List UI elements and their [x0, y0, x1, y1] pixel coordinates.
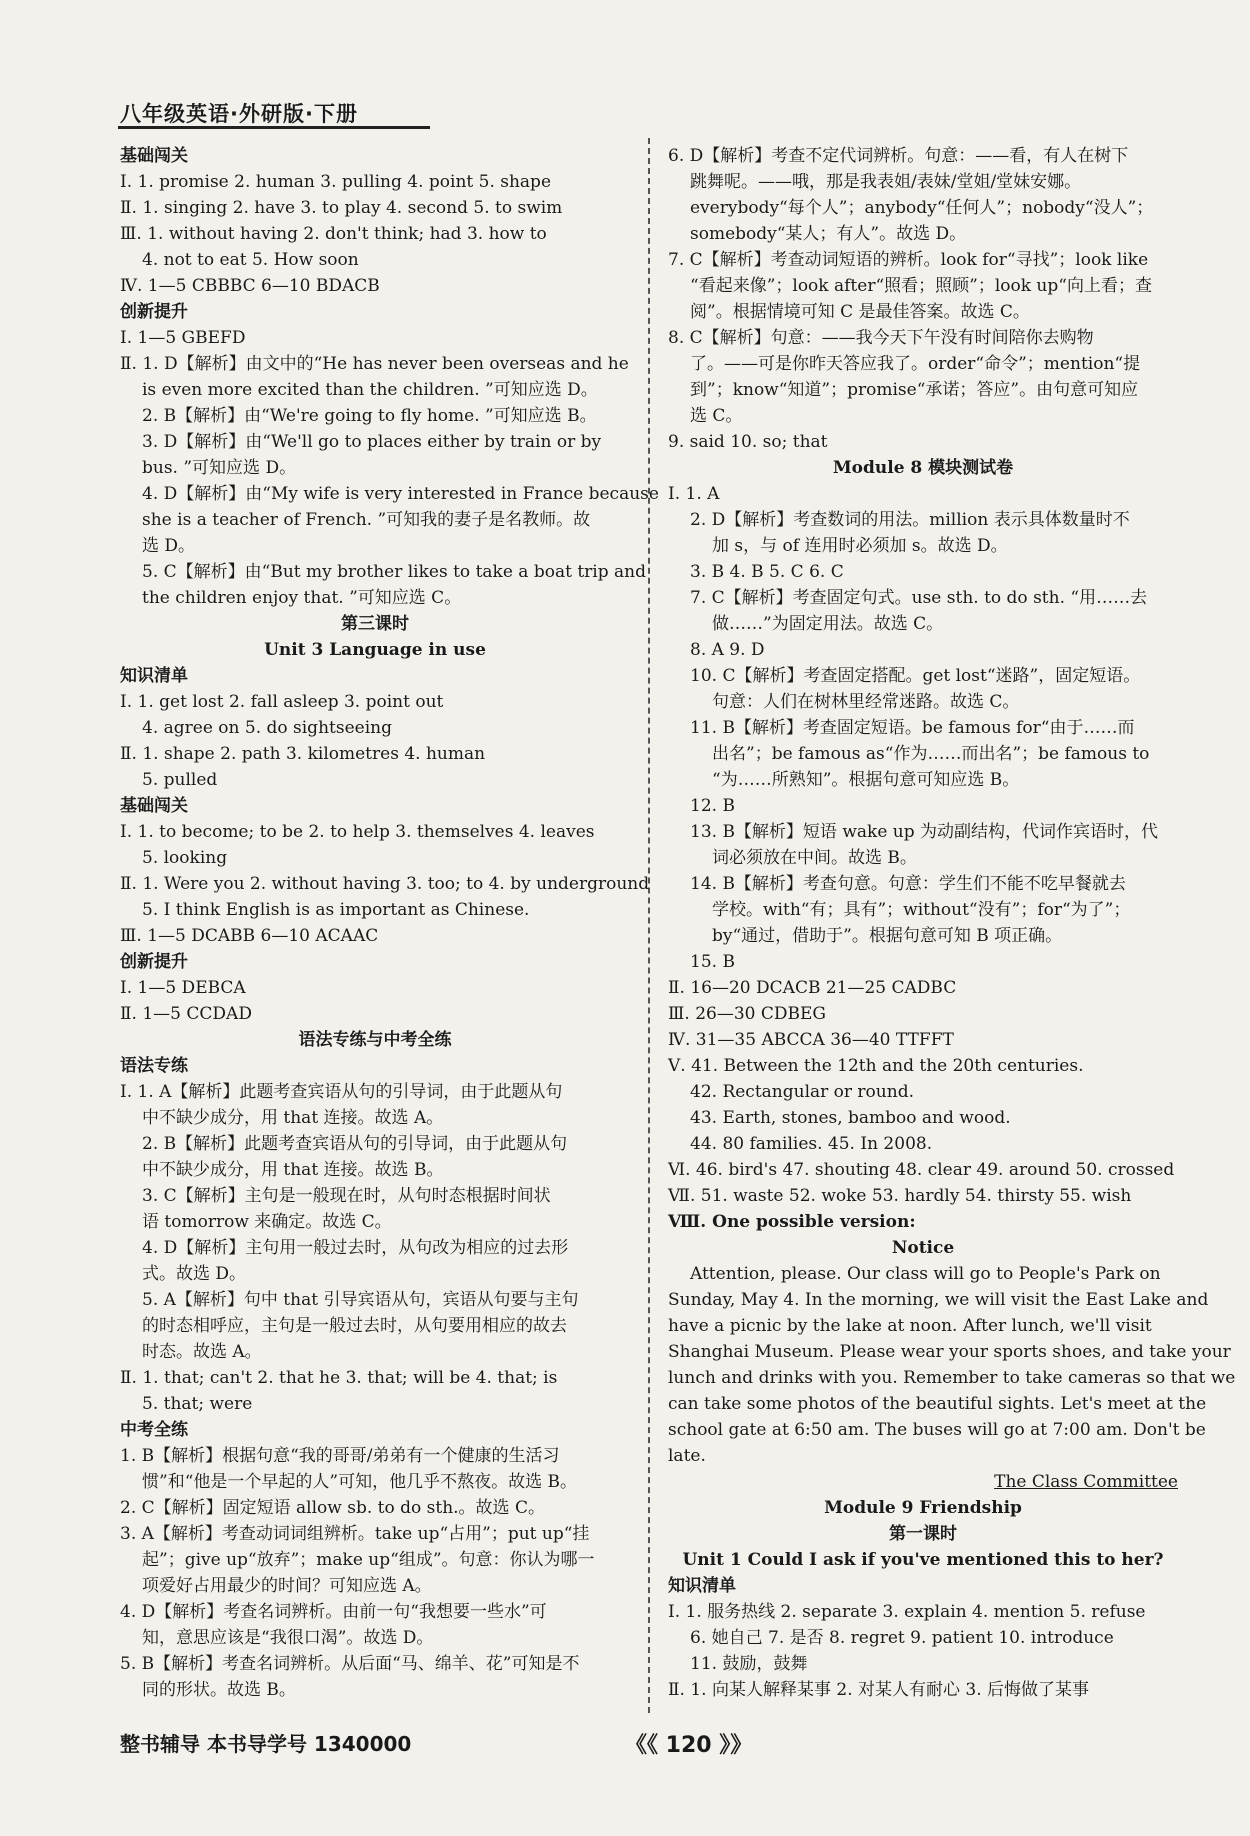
answer-line: 项爱好占用最少的时间？可知应选 A。	[142, 1576, 432, 1596]
answer-line: Ⅰ. 1—5 GBEFD	[120, 328, 246, 348]
answer-line: 阅”。根据情境可知 C 是最佳答案。故选 C。	[690, 302, 1030, 322]
answer-line: “看起来像”；look after“照看；照顾”；look up“向上看；查	[690, 276, 1152, 296]
answer-line: 5. I think English is as important as Chinese.	[142, 900, 530, 920]
answer-line: 12. B	[690, 796, 735, 816]
answer-line: 2. B【解析】由“We're going to fly home. ”可知应选 B。	[142, 406, 597, 426]
answer-line: 3. C【解析】主句是一般现在时，从句时态根据时间状	[142, 1186, 551, 1206]
answer-line: 5. that; were	[142, 1394, 253, 1414]
section-heading: 创新提升	[120, 952, 188, 972]
answer-line: “为……所熟知”。根据句意可知应选 B。	[712, 770, 1020, 790]
answer-line: Ⅱ. 1. that; can't 2. that he 3. that; will be 4. that; is	[120, 1368, 558, 1388]
section-heading: 基础闯关	[120, 146, 188, 166]
answer-line: late.	[668, 1446, 706, 1466]
answer-line: 7. C【解析】考查动词短语的辨析。look for“寻找”；look like	[668, 250, 1149, 270]
answer-line: 2. C【解析】固定短语 allow sb. to do sth.。故选 C。	[120, 1498, 545, 1518]
answer-line: Ⅰ. 1. get lost 2. fall asleep 3. point out	[120, 692, 444, 712]
answer-line: 出名”；be famous as“作为……而出名”；be famous to	[712, 744, 1150, 764]
answer-line: Ⅰ. 1. to become; to be 2. to help 3. themselves 4. leaves	[120, 822, 595, 842]
answer-line: have a picnic by the lake at noon. After lunch, we'll visit	[668, 1316, 1152, 1336]
answer-line: 时态。故选 A。	[142, 1342, 262, 1362]
answer-line: 句意：人们在树林里经常迷路。故选 C。	[712, 692, 1020, 712]
signature-line: The Class Committee	[994, 1472, 1178, 1492]
section-heading: 基础闯关	[120, 796, 188, 816]
page-header-title: 八年级英语·外研版·下册	[120, 102, 358, 126]
answer-line: 5. A【解析】句中 that 引导宾语从句，宾语从句要与主句	[142, 1290, 579, 1310]
answer-line: 5. looking	[142, 848, 228, 868]
answer-line: 同的形状。故选 B。	[142, 1680, 296, 1700]
answer-line: 3. A【解析】考查动词词组辨析。take up“占用”；put up“挂	[120, 1524, 590, 1544]
left-column	[120, 143, 659, 1703]
answer-line: Ⅶ. 51. waste 52. woke 53. hardly 54. thirsty 55. wish	[668, 1186, 1132, 1206]
answer-line: can take some photos of the beautiful sights. Let's meet at the	[668, 1394, 1207, 1414]
answer-line: bus. ”可知应选 D。	[142, 458, 297, 478]
section-title: Module 8 模块测试卷	[832, 458, 1014, 478]
footer-book-info: 整书辅导 本书导学号 1340000	[120, 1732, 412, 1756]
answer-line: Ⅱ. 1. 向某人解释某事 2. 对某人有耐心 3. 后悔做了某事	[668, 1680, 1090, 1700]
answer-line: Ⅲ. 1—5 DCABB 6—10 ACAAC	[120, 926, 379, 946]
answer-line: Attention, please. Our class will go to People's Park on	[690, 1264, 1161, 1284]
answer-line: Ⅷ. One possible version:	[668, 1212, 916, 1232]
answer-line: Ⅱ. 16—20 DCACB 21—25 CADBC	[668, 978, 957, 998]
answer-line: everybody“每个人”；anybody“任何人”；nobody“没人”；	[690, 198, 1154, 218]
right-column	[668, 143, 1236, 1703]
answer-line: 5. B【解析】考查名词辨析。从后面“马、绵羊、花”可知是不	[120, 1654, 580, 1674]
answer-line: 词必须放在中间。故选 B。	[712, 848, 917, 868]
section-heading: 中考全练	[120, 1420, 188, 1440]
answer-line: Ⅰ. 1. A【解析】此题考查宾语从句的引导词，由于此题从句	[120, 1082, 563, 1102]
answer-line: 3. B 4. B 5. C 6. C	[690, 562, 844, 582]
section-title: Unit 3 Language in use	[264, 640, 486, 660]
answer-line: 起”；give up“放弃”；make up“组成”。句意：你认为哪一	[142, 1550, 595, 1570]
answer-line: 中不缺少成分，用 that 连接。故选 B。	[142, 1160, 444, 1180]
answer-line: 13. B【解析】短语 wake up 为动副结构，代词作宾语时，代	[690, 822, 1159, 842]
answer-line: 42. Rectangular or round.	[690, 1082, 914, 1102]
answer-line: 5. C【解析】由“But my brother likes to take a boat trip and	[142, 562, 646, 582]
answer-line: 5. pulled	[142, 770, 218, 790]
answer-line: 4. agree on 5. do sightseeing	[142, 718, 392, 738]
section-heading: 创新提升	[120, 302, 188, 322]
answer-line: school gate at 6:50 am. The buses will go at 7:00 am. Don't be	[668, 1420, 1206, 1440]
answer-line: Ⅰ. 1. promise 2. human 3. pulling 4. point 5. shape	[120, 172, 552, 192]
answer-line: 15. B	[690, 952, 735, 972]
section-heading: 知识清单	[120, 666, 188, 686]
answer-line: 8. C【解析】句意：——我今天下午没有时间陪你去购物	[668, 328, 1094, 348]
answer-line: 8. A 9. D	[690, 640, 765, 660]
section-title: Module 9 Friendship	[824, 1498, 1022, 1518]
answer-line: 惯”和“他是一个早起的人”可知，他几乎不熬夜。故选 B。	[142, 1472, 577, 1492]
header-underline	[118, 126, 430, 129]
answer-line: 4. D【解析】主句用一般过去时，从句改为相应的过去形	[142, 1238, 569, 1258]
answer-line: 选 C。	[690, 406, 743, 426]
answer-line: lunch and drinks with you. Remember to take cameras so that we	[668, 1368, 1236, 1388]
answer-line: 6. 她自己 7. 是否 8. regret 9. patient 10. introduce	[690, 1628, 1114, 1648]
answer-line: Ⅰ. 1—5 DEBCA	[120, 978, 246, 998]
answer-line: 学校。with“有；具有”；without“没有”；for“为了”；	[712, 900, 1131, 920]
section-heading: 语法专练	[120, 1056, 188, 1076]
answer-line: 的时态相呼应，主句是一般过去时，从句要用相应的故去	[142, 1316, 567, 1336]
section-title: 语法专练与中考全练	[298, 1030, 452, 1050]
answer-line: Ⅰ. 1. 服务热线 2. separate 3. explain 4. mention 5. refuse	[668, 1602, 1146, 1622]
page-number: 《《 120 》》	[625, 1733, 753, 1758]
answer-line: Ⅳ. 1—5 CBBBC 6—10 BDACB	[120, 276, 380, 296]
answer-line: Shanghai Museum. Please wear your sports shoes, and take your	[668, 1342, 1231, 1362]
answer-line: 7. C【解析】考查固定句式。use sth. to do sth. “用……去	[690, 588, 1148, 608]
section-title: Notice	[891, 1238, 955, 1258]
answer-line: 式。故选 D。	[142, 1264, 247, 1284]
section-title: 第三课时	[341, 614, 409, 634]
answer-line: Ⅲ. 1. without having 2. don't think; had 3. how to	[120, 224, 547, 244]
answer-line: Ⅱ. 1—5 CCDAD	[120, 1004, 252, 1024]
answer-line: Ⅴ. 41. Between the 12th and the 20th centuries.	[668, 1056, 1084, 1076]
answer-line: 4. D【解析】考查名词辨析。由前一句“我想要一些水”可	[120, 1602, 547, 1622]
answer-line: 11. 鼓励，鼓舞	[690, 1654, 808, 1674]
answer-line: she is a teacher of French. ”可知我的妻子是名教师。故	[142, 510, 591, 530]
page-footer	[120, 1728, 1180, 1760]
answer-line: 6. D【解析】考查不定代词辨析。句意：——看，有人在树下	[668, 146, 1129, 166]
answer-line: 3. D【解析】由“We'll go to places either by train or by	[142, 432, 602, 452]
answer-line: 加 s，与 of 连用时必须加 s。故选 D。	[712, 536, 1008, 556]
answer-line: by“通过，借助于”。根据句意可知 B 项正确。	[712, 926, 1063, 946]
answer-line: 44. 80 families. 45. In 2008.	[690, 1134, 933, 1154]
answer-line: 4. D【解析】由“My wife is very interested in France because	[142, 484, 659, 504]
answer-line: 跳舞呢。——哦，那是我表姐/表妹/堂姐/堂妹安娜。	[690, 172, 1082, 192]
answer-line: Ⅱ. 1. singing 2. have 3. to play 4. second 5. to swim	[120, 198, 563, 218]
answer-line: is even more excited than the children. ”可知应选 D。	[142, 380, 598, 400]
answer-line: 做……”为固定用法。故选 C。	[712, 614, 944, 634]
answer-line: Ⅱ. 1. shape 2. path 3. kilometres 4. human	[120, 744, 486, 764]
answer-line: 中不缺少成分，用 that 连接。故选 A。	[142, 1108, 444, 1128]
answer-line: Ⅱ. 1. D【解析】由文中的“He has never been overseas and he	[120, 354, 629, 374]
answer-line: 语 tomorrow 来确定。故选 C。	[142, 1212, 392, 1232]
answer-line: 到”；know“知道”；promise“承诺；答应”。由句意可知应	[690, 380, 1139, 400]
answer-line: 4. not to eat 5. How soon	[142, 250, 359, 270]
answer-line: 知，意思应该是“我很口渴”。故选 D。	[142, 1628, 434, 1648]
section-title: Unit 1 Could I ask if you've mentioned this to her?	[682, 1550, 1164, 1570]
section-heading: 知识清单	[668, 1576, 736, 1596]
answer-line: 11. B【解析】考查固定短语。be famous for“由于……而	[690, 718, 1135, 738]
answer-line: Ⅵ. 46. bird's 47. shouting 48. clear 49. around 50. crossed	[668, 1160, 1175, 1180]
answer-line: 2. B【解析】此题考查宾语从句的引导词，由于此题从句	[142, 1134, 568, 1154]
answer-line: 了。——可是你昨天答应我了。order“命令”；mention“提	[690, 354, 1141, 374]
column-divider	[648, 138, 650, 1713]
answer-line: Ⅰ. 1. A	[668, 484, 720, 504]
answer-line: Ⅳ. 31—35 ABCCA 36—40 TTFFT	[668, 1030, 954, 1050]
answer-line: 9. said 10. so; that	[668, 432, 828, 452]
answer-line: 1. B【解析】根据句意“我的哥哥/弟弟有一个健康的生活习	[120, 1446, 560, 1466]
answer-line: Ⅱ. 1. Were you 2. without having 3. too; to 4. by underground	[120, 874, 650, 894]
answer-line: 14. B【解析】考查句意。句意：学生们不能不吃早餐就去	[690, 874, 1126, 894]
section-title: 第一课时	[889, 1524, 957, 1544]
answer-line: Ⅲ. 26—30 CDBEG	[668, 1004, 826, 1024]
answer-line: 选 D。	[142, 536, 196, 556]
answer-line: somebody“某人；有人”。故选 D。	[690, 224, 967, 244]
answer-line: 2. D【解析】考查数词的用法。million 表示具体数量时不	[690, 510, 1130, 530]
answer-line: the children enjoy that. ”可知应选 C。	[142, 588, 462, 608]
answer-line: 43. Earth, stones, bamboo and wood.	[690, 1108, 1011, 1128]
answer-line: 10. C【解析】考查固定搭配。get lost“迷路”，固定短语。	[690, 666, 1141, 686]
answer-line: Sunday, May 4. In the morning, we will visit the East Lake and	[668, 1290, 1209, 1310]
